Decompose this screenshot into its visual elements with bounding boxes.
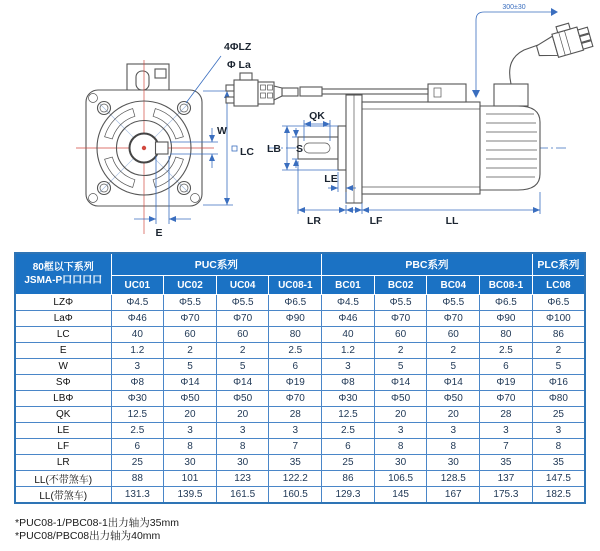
table-row — [15, 327, 585, 343]
rear-cable-block — [494, 84, 528, 106]
spec-cell: 2 — [532, 343, 585, 359]
spec-cell: 25 — [111, 455, 164, 471]
spec-cell: 6 — [322, 439, 375, 455]
spec-cell: Φ70 — [480, 391, 533, 407]
corner-line2: JSMA-P口口口口 — [24, 275, 103, 286]
spec-cell: 131.3 — [111, 487, 164, 504]
spec-cell: 20 — [216, 407, 269, 423]
column-header-bc01: BC01 — [322, 276, 375, 295]
spec-cell: 139.5 — [164, 487, 217, 504]
column-header-lc08: LC08 — [532, 276, 585, 295]
table-row — [15, 391, 585, 407]
spec-cell: 5 — [374, 359, 427, 375]
spec-table — [14, 252, 586, 504]
spec-cell: 167 — [427, 487, 480, 504]
spec-cell: Φ46 — [111, 311, 164, 327]
spec-cell: Φ5.5 — [164, 295, 217, 311]
spec-cell: 28 — [480, 407, 533, 423]
group-header-puc: PUC系列 — [111, 253, 322, 276]
spec-cell: 128.5 — [427, 471, 480, 487]
spec-cell: Φ6.5 — [480, 295, 533, 311]
spec-cell: Φ90 — [269, 311, 322, 327]
row-label: LZΦ — [15, 295, 111, 311]
table-row — [15, 439, 585, 455]
bolt-holes-label: 4ΦLZ — [224, 41, 252, 53]
spec-cell: Φ50 — [164, 391, 217, 407]
spec-cell: 147.5 — [532, 471, 585, 487]
spec-cell: Φ8 — [111, 375, 164, 391]
spec-cell: 3 — [269, 423, 322, 439]
square-symbol — [232, 146, 237, 151]
spec-cell: 1.2 — [111, 343, 164, 359]
spec-cell: 145 — [374, 487, 427, 504]
spec-cell: 30 — [374, 455, 427, 471]
spec-cell: 12.5 — [322, 407, 375, 423]
spec-cell: 5 — [427, 359, 480, 375]
spec-cell: Φ90 — [480, 311, 533, 327]
spec-cell: 6 — [111, 439, 164, 455]
spec-cell: 8 — [164, 439, 217, 455]
spec-cell: 8 — [216, 439, 269, 455]
power-connector — [533, 19, 593, 63]
spec-cell: 80 — [269, 327, 322, 343]
keyway — [156, 142, 169, 154]
column-header-uc02: UC02 — [164, 276, 217, 295]
spec-cell: 5 — [532, 359, 585, 375]
column-header-uc01: UC01 — [111, 276, 164, 295]
spec-cell: 35 — [480, 455, 533, 471]
spec-cell: 20 — [374, 407, 427, 423]
side-view — [226, 4, 593, 227]
column-header-uc04: UC04 — [216, 276, 269, 295]
spec-cell: 35 — [269, 455, 322, 471]
spec-cell: 5 — [164, 359, 217, 375]
spec-cell: 25 — [322, 455, 375, 471]
table-row — [15, 455, 585, 471]
row-label: LL(不带煞车) — [15, 471, 111, 487]
motor-body — [362, 102, 480, 194]
spec-cell: 30 — [427, 455, 480, 471]
row-label: W — [15, 359, 111, 375]
body-length-label: LL — [445, 215, 459, 227]
spec-cell: 30 — [216, 455, 269, 471]
table-row — [15, 295, 585, 311]
spec-cell: Φ14 — [216, 375, 269, 391]
spec-cell: Φ19 — [480, 375, 533, 391]
spec-cell: Φ46 — [322, 311, 375, 327]
spec-cell: Φ70 — [164, 311, 217, 327]
row-label: LE — [15, 423, 111, 439]
group-header-pbc: PBC系列 — [322, 253, 533, 276]
spec-cell: 1.2 — [322, 343, 375, 359]
spec-cell: 122.2 — [269, 471, 322, 487]
table-row — [15, 343, 585, 359]
row-label: LL(带煞车) — [15, 487, 111, 504]
spec-cell: Φ70 — [374, 311, 427, 327]
spec-cell: Φ14 — [164, 375, 217, 391]
spec-table-body — [15, 295, 585, 504]
spec-cell: Φ50 — [216, 391, 269, 407]
spec-cell: Φ6.5 — [532, 295, 585, 311]
spec-cell: 12.5 — [111, 407, 164, 423]
row-label: LaΦ — [15, 311, 111, 327]
flange-thickness-label: LF — [369, 215, 383, 227]
encoder-cover — [480, 106, 540, 190]
row-label: LR — [15, 455, 111, 471]
spec-cell: Φ4.5 — [111, 295, 164, 311]
row-label: LBΦ — [15, 391, 111, 407]
flange-circle-label: Φ La — [227, 59, 251, 71]
spec-cell: 7 — [269, 439, 322, 455]
spec-cell: 2.5 — [111, 423, 164, 439]
spec-cell: 60 — [216, 327, 269, 343]
spec-cell: Φ100 — [532, 311, 585, 327]
spec-cell: Φ50 — [374, 391, 427, 407]
spec-cell: 3 — [374, 423, 427, 439]
spec-cell: 8 — [374, 439, 427, 455]
key-length-label: QK — [309, 110, 325, 122]
group-header-plc: PLC系列 — [532, 253, 585, 276]
spec-cell: 101 — [164, 471, 217, 487]
spec-cell: Φ30 — [322, 391, 375, 407]
spec-cell: 3 — [111, 359, 164, 375]
spec-cell: 3 — [322, 359, 375, 375]
spec-cell: 25 — [532, 407, 585, 423]
table-corner-header — [15, 253, 111, 295]
shaft-length-label: LR — [307, 215, 321, 227]
keyway-offset-label: E — [155, 227, 163, 239]
spec-cell: Φ14 — [427, 375, 480, 391]
footnote-1: *PUC08-1/PBC08-1出力轴为35mm — [15, 517, 179, 529]
power-cable — [510, 45, 538, 84]
spec-cell: 2 — [374, 343, 427, 359]
spec-cell: 137 — [480, 471, 533, 487]
table-row — [15, 423, 585, 439]
spec-cell: 129.3 — [322, 487, 375, 504]
spec-cell: 160.5 — [269, 487, 322, 504]
column-header-bc02: BC02 — [374, 276, 427, 295]
front-view — [76, 41, 254, 239]
encoder-cable — [320, 89, 428, 94]
table-row — [15, 487, 585, 504]
corner-line1: 80框以下系列 — [32, 261, 94, 273]
cable-length-label: 300±30 — [502, 4, 526, 11]
spec-cell: 88 — [111, 471, 164, 487]
spec-cell: 3 — [532, 423, 585, 439]
spec-cell: 182.5 — [532, 487, 585, 504]
pilot-boss — [338, 126, 346, 170]
spec-cell: 6 — [480, 359, 533, 375]
table-row — [15, 375, 585, 391]
spec-cell: 40 — [322, 327, 375, 343]
spec-cell: 60 — [374, 327, 427, 343]
row-label: QK — [15, 407, 111, 423]
spec-cell: Φ30 — [111, 391, 164, 407]
shaft-diameter-label: S — [295, 143, 303, 155]
column-header-bc08-1: BC08-1 — [480, 276, 533, 295]
spec-cell: Φ5.5 — [427, 295, 480, 311]
spec-cell: Φ4.5 — [322, 295, 375, 311]
spec-cell: 5 — [216, 359, 269, 375]
spec-cell: Φ80 — [532, 391, 585, 407]
spec-cell: 2.5 — [269, 343, 322, 359]
spec-cell: 35 — [532, 455, 585, 471]
spec-cell: Φ50 — [427, 391, 480, 407]
spec-cell: 3 — [164, 423, 217, 439]
spec-cell: 80 — [480, 327, 533, 343]
spec-cell: 20 — [427, 407, 480, 423]
spec-cell: Φ70 — [269, 391, 322, 407]
spec-cell: 86 — [322, 471, 375, 487]
spec-cell: 161.5 — [216, 487, 269, 504]
frame-size-label: LC — [240, 146, 254, 158]
table-row — [15, 471, 585, 487]
spec-cell: 60 — [164, 327, 217, 343]
two-pin-connector — [226, 73, 282, 106]
pilot-diameter-label: LB — [267, 143, 281, 155]
spec-cell: 2.5 — [480, 343, 533, 359]
spec-cell: Φ8 — [322, 375, 375, 391]
row-label: SΦ — [15, 375, 111, 391]
spec-cell: Φ6.5 — [269, 295, 322, 311]
table-row — [15, 311, 585, 327]
spec-cell: 20 — [164, 407, 217, 423]
spec-cell: Φ16 — [532, 375, 585, 391]
spec-cell: Φ70 — [216, 311, 269, 327]
spec-cell: 8 — [532, 439, 585, 455]
spec-cell: 106.5 — [374, 471, 427, 487]
motor-dimension-diagram — [0, 0, 600, 248]
spec-cell: 3 — [480, 423, 533, 439]
spec-cell: 2 — [216, 343, 269, 359]
column-header-uc08-1: UC08-1 — [269, 276, 322, 295]
spec-cell: 86 — [532, 327, 585, 343]
spec-cell: 2 — [164, 343, 217, 359]
spec-cell: 6 — [269, 359, 322, 375]
spec-cell: 2.5 — [322, 423, 375, 439]
spec-cell: 40 — [111, 327, 164, 343]
spec-cell: Φ14 — [374, 375, 427, 391]
spec-cell: 8 — [427, 439, 480, 455]
keyway-width-label: W — [217, 125, 227, 137]
le-label: LE — [324, 173, 338, 185]
table-row — [15, 407, 585, 423]
spec-cell: 60 — [427, 327, 480, 343]
spec-cell: Φ70 — [427, 311, 480, 327]
spec-cell: Φ5.5 — [216, 295, 269, 311]
row-label: LC — [15, 327, 111, 343]
spec-cell: 3 — [216, 423, 269, 439]
spec-cell: 2 — [427, 343, 480, 359]
row-label: E — [15, 343, 111, 359]
spec-cell: Φ19 — [269, 375, 322, 391]
spec-cell: 175.3 — [480, 487, 533, 504]
footnote-2: *PUC08/PBC08出力轴为40mm — [15, 530, 161, 542]
spec-cell: 7 — [480, 439, 533, 455]
spec-cell: Φ5.5 — [374, 295, 427, 311]
spec-cell: 30 — [164, 455, 217, 471]
spec-cell: 123 — [216, 471, 269, 487]
table-row — [15, 359, 585, 375]
row-label: LF — [15, 439, 111, 455]
spec-cell: 3 — [427, 423, 480, 439]
spec-cell: 28 — [269, 407, 322, 423]
column-header-bc04: BC04 — [427, 276, 480, 295]
